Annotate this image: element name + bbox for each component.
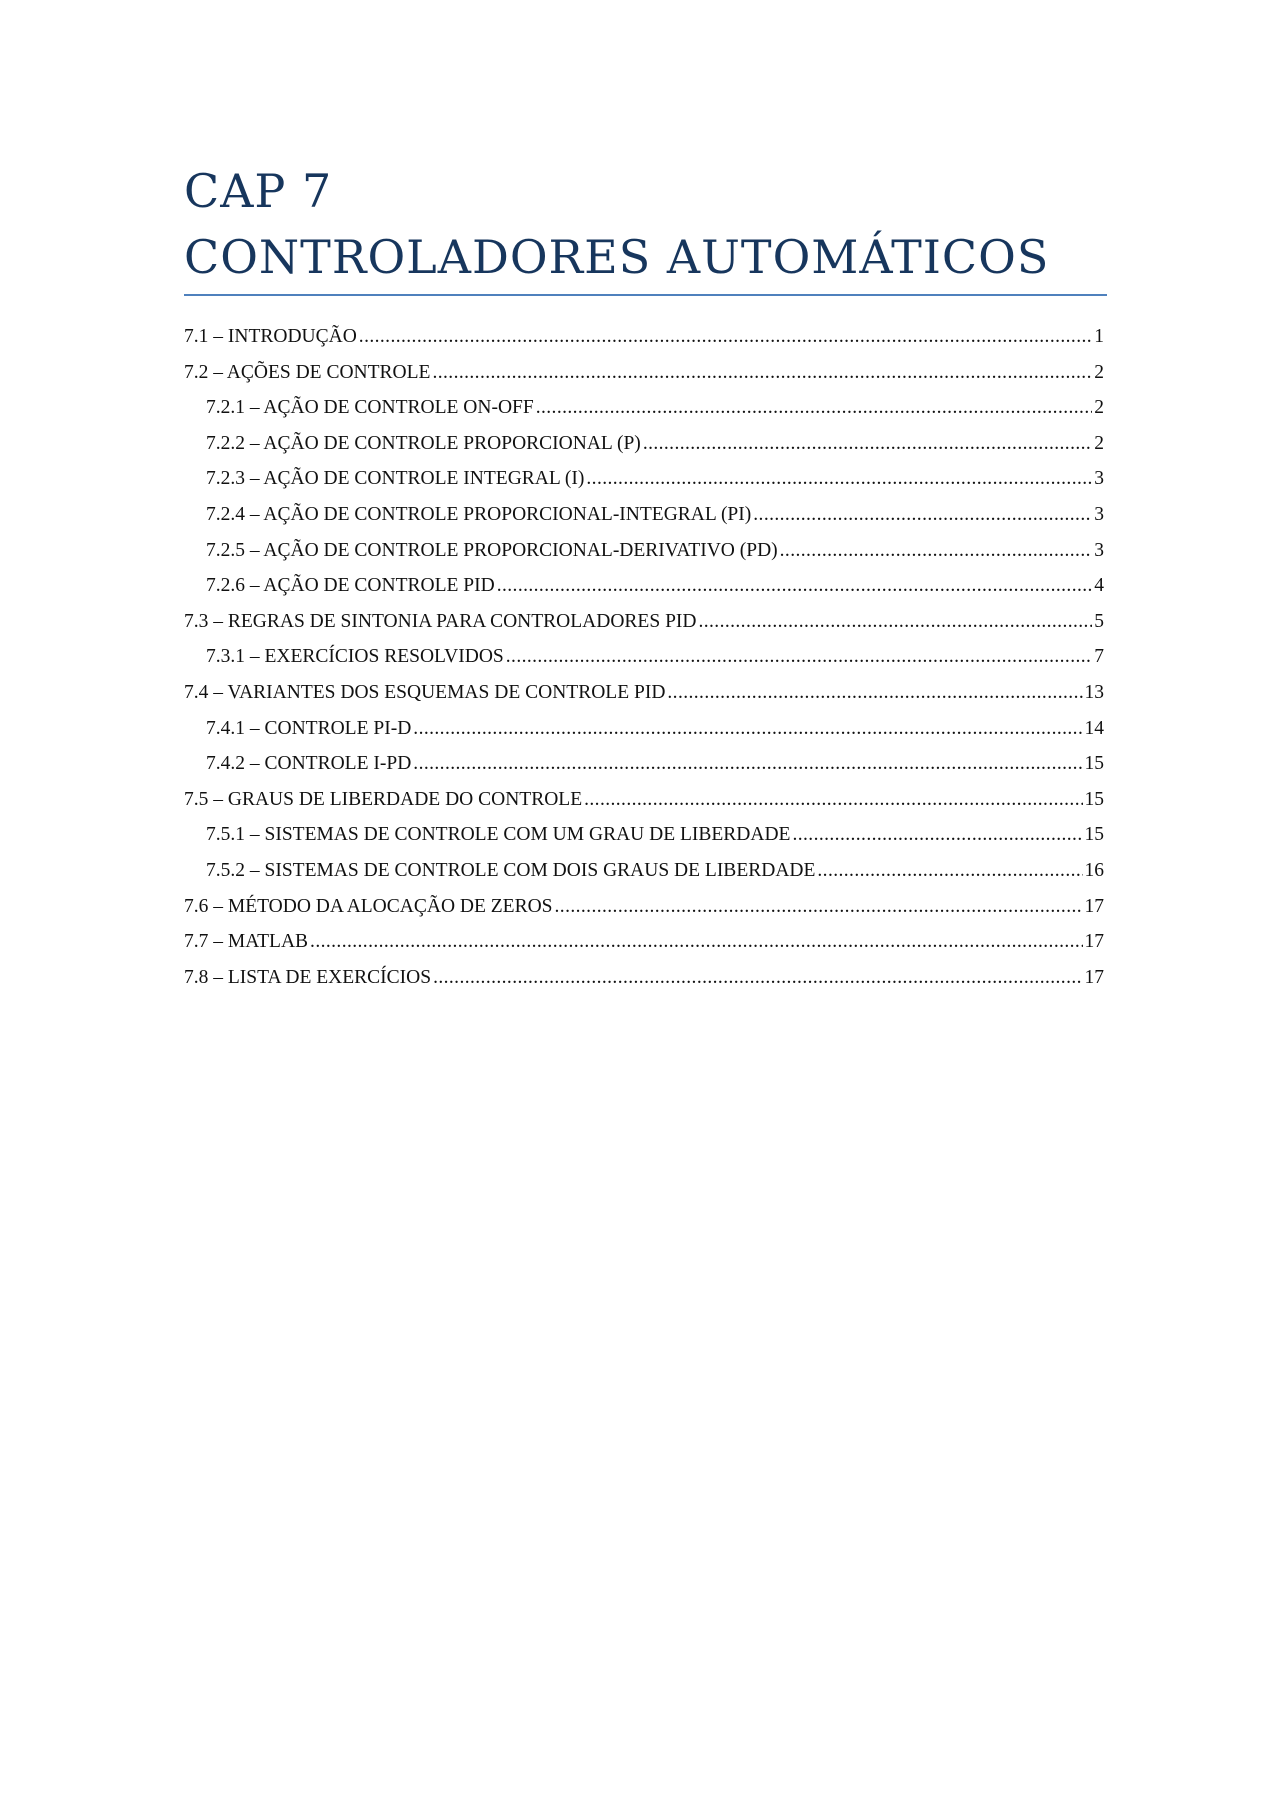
toc-entry-label: 7.2.6 – AÇÃO DE CONTROLE PID [206,575,495,597]
toc-entry-page-number: 2 [1094,397,1104,419]
toc-entry[interactable] [184,540,1104,576]
toc-entry[interactable] [184,611,1104,647]
toc-entry[interactable] [184,824,1104,860]
toc-entry[interactable] [184,326,1104,362]
toc-entry-page-number: 16 [1084,859,1104,881]
toc-dot-leader [698,611,1092,633]
toc-entry-label: 7.2.3 – AÇÃO DE CONTROLE INTEGRAL (I) [206,468,585,490]
toc-entry-page-number: 15 [1084,824,1104,846]
toc-entry-label: 7.4.2 – CONTROLE I-PD [206,753,412,775]
toc-entry-label: 7.2.5 – AÇÃO DE CONTROLE PROPORCIONAL-DERIVATIVO (PD) [206,539,778,561]
toc-entry-label: 7.7 – MATLAB [184,931,309,953]
toc-entry-page-number: 17 [1084,966,1104,988]
toc-entry[interactable] [184,397,1104,433]
toc-entry-page-number: 3 [1094,468,1104,490]
toc-entry-label: 7.1 – INTRODUÇÃO [184,326,357,347]
toc-dot-leader [586,468,1092,490]
toc-dot-leader [359,326,1092,348]
toc-entry-page-number: 7 [1094,646,1104,668]
toc-entry[interactable] [184,931,1104,967]
toc-entry-label: 7.5.2 – SISTEMAS DE CONTROLE COM DOIS GRAUS DE LIBERDADE [206,859,816,881]
toc-dot-leader [432,362,1092,384]
toc-entry-page-number: 3 [1094,539,1104,561]
toc-entry[interactable] [184,468,1104,504]
toc-entry-label: 7.2.4 – AÇÃO DE CONTROLE PROPORCIONAL-INTEGRAL (PI) [206,503,752,525]
toc-entry-label: 7.4 – VARIANTES DOS ESQUEMAS DE CONTROLE PID [184,681,666,703]
toc-dot-leader [433,967,1082,989]
toc-dot-leader [792,824,1082,846]
toc-entry[interactable] [184,646,1104,682]
toc-entry-label: 7.2.1 – AÇÃO DE CONTROLE ON-OFF [206,397,534,419]
toc-entry-page-number: 17 [1084,895,1104,917]
chapter-number: CAP 7 [184,164,333,218]
toc-entry[interactable] [184,575,1104,611]
chapter-name: CONTROLADORES AUTOMÁTICOS [184,230,1050,284]
toc-entry-page-number: 1 [1094,326,1104,347]
toc-entry-page-number: 17 [1084,931,1104,953]
toc-dot-leader [643,433,1092,455]
toc-dot-leader [817,860,1082,882]
toc-entry[interactable] [184,896,1104,932]
toc-entry-label: 7.3.1 – EXERCÍCIOS RESOLVIDOS [206,646,504,668]
toc-entry-label: 7.6 – MÉTODO DA ALOCAÇÃO DE ZEROS [184,895,553,917]
toc-dot-leader [497,575,1093,597]
toc-entry[interactable] [184,860,1104,896]
toc-entry-page-number: 2 [1094,361,1104,383]
toc-entry-label: 7.5 – GRAUS DE LIBERDADE DO CONTROLE [184,788,583,810]
chapter-title [184,158,1107,290]
toc-entry-label: 7.8 – LISTA DE EXERCÍCIOS [184,966,432,988]
toc-entry[interactable] [184,504,1104,540]
toc-dot-leader [536,397,1093,419]
toc-entry-page-number: 15 [1084,788,1104,810]
toc-dot-leader [753,504,1092,526]
toc-entry-label: 7.2 – AÇÕES DE CONTROLE [184,361,431,383]
toc-dot-leader [780,540,1093,562]
toc-entry-label: 7.2.2 – AÇÃO DE CONTROLE PROPORCIONAL (P) [206,432,641,454]
toc-entry[interactable] [184,682,1104,718]
toc-dot-leader [555,896,1083,918]
toc-entry[interactable] [184,967,1104,1003]
toc-dot-leader [413,753,1082,775]
toc-entry[interactable] [184,789,1104,825]
toc-entry[interactable] [184,433,1104,469]
toc-entry-page-number: 5 [1094,610,1104,632]
toc-dot-leader [506,646,1092,668]
toc-dot-leader [413,718,1082,740]
toc-entry-label: 7.4.1 – CONTROLE PI-D [206,717,412,739]
toc-entry-page-number: 13 [1084,681,1104,703]
toc-dot-leader [310,931,1082,953]
table-of-contents [184,326,1104,1002]
toc-entry[interactable] [184,753,1104,789]
toc-entry-page-number: 14 [1084,717,1104,739]
title-divider [184,294,1107,296]
toc-entry[interactable] [184,362,1104,398]
toc-dot-leader [584,789,1082,811]
toc-entry-page-number: 2 [1094,432,1104,454]
toc-entry-page-number: 4 [1094,575,1104,597]
toc-entry-page-number: 3 [1094,503,1104,525]
toc-entry[interactable] [184,718,1104,754]
toc-dot-leader [667,682,1082,704]
toc-entry-label: 7.3 – REGRAS DE SINTONIA PARA CONTROLADORES PID [184,610,697,632]
toc-entry-page-number: 15 [1084,753,1104,775]
toc-entry-label: 7.5.1 – SISTEMAS DE CONTROLE COM UM GRAU DE LIBERDADE [206,824,791,846]
